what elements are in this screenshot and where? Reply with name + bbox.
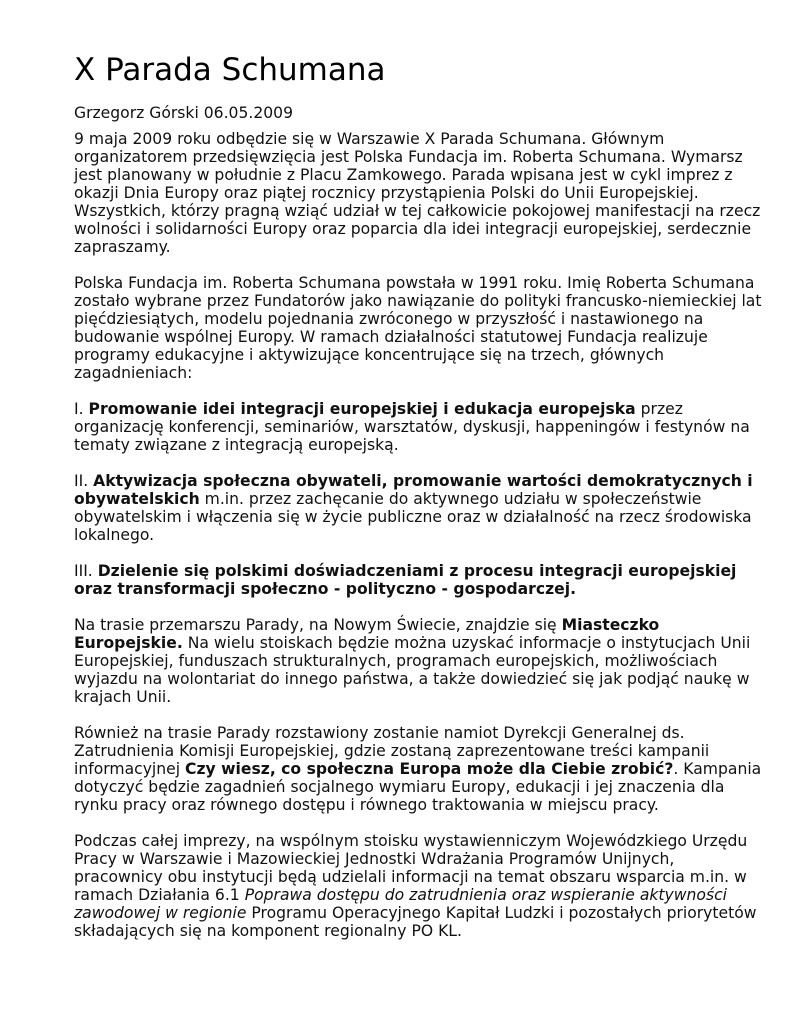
- emphasis: Miasteczko Europejskie.: [74, 616, 660, 652]
- paragraph-foundation: Polska Fundacja im. Roberta Schumana powstała w 1991 roku. Imię Roberta Schumana zostało wybrane przez Fundatorów jako nawiązanie do polityki francusko-niemieckiej lat pięćdziesiątych, modelu pojednania zwróconego w przyszłość i nastawionego na budowanie wspólnej Europy. W ramach działalności statutowej Fundacja realizuje programy edukacyjne i aktywizujące koncentrujące się na trzech, głównych zagadnieniach:: [74, 274, 762, 382]
- article-title: X Parada Schumana: [74, 52, 386, 88]
- article: [74, 50, 764, 958]
- point-number: I.: [74, 400, 89, 418]
- text-span: Również na trasie Parady rozstawiony zostanie namiot Dyrekcji Generalnej ds. Zatrudnienia Komisji Europejskiej, gdzie zostaną zaprezentowane treści kampanii informacyjnej: [74, 724, 710, 778]
- text-span: Podczas całej imprezy, na wspólnym stoisku wystawienniczym Wojewódzkiego Urzędu Pracy w Warszawie i Mazowieckiej Jednostki Wdrażania Programów Unijnych, pracownicy obu instytucji będą udzielali informacji na temat obszaru wsparcia m.in. w ramach Działania 6.1: [74, 832, 748, 904]
- emphasis: Czy wiesz, co społeczna Europa może dla Ciebie zrobić?: [185, 760, 674, 778]
- program-point-2: [74, 472, 764, 544]
- point-text: przez organizację konferencji, seminariów, warsztatów, dyskusji, happeningów i festynów na tematy związane z integracją europejską.: [74, 400, 750, 454]
- point-heading: Promowanie idei integracji europejskiej i edukacja europejska: [88, 400, 636, 418]
- text-span: Programu Operacyjnego Kapitał Ludzki i pozostałych priorytetów składających się na komponent regionalny PO KL.: [74, 904, 757, 940]
- program-point-1: [74, 400, 764, 454]
- text-span: Na trasie przemarszu Parady, na Nowym Świecie, znajdzie się: [74, 616, 562, 634]
- text-span: Na wielu stoiskach będzie można uzyskać informacje o instytucjach Unii Europejskiej, funduszach strukturalnych, programach europejskich, możliwościach wyjazdu na wolontariat do innego państwa, a także dowiedzieć się jak podjąć naukę w krajach Unii.: [74, 634, 751, 706]
- article-byline: Grzegorz Górski 06.05.2009: [74, 104, 294, 122]
- paragraph-intro: 9 maja 2009 roku odbędzie się w Warszawie X Parada Schumana. Głównym organizatorem przedsięwzięcia jest Polska Fundacja im. Roberta Schumana. Wymarsz jest planowany w południe z Placu Zamkowego. Parada wpisana jest w cykl imprez z okazji Dnia Europy oraz piątej rocznicy przystąpienia Polski do Unii Europejskiej. Wszystkich, którzy pragną wziąć udział w tej całkowicie pokojowej manifestacji na rzecz wolności i solidarności Europy oraz poparcia dla idei integracji europejskiej, serdecznie zapraszamy.: [74, 130, 761, 256]
- point-heading: Dzielenie się polskimi doświadczeniami z procesu integracji europejskiej oraz transformacji społeczno - polityczno - gospodarczej.: [74, 562, 737, 598]
- text-span: . Kampania dotyczyć będzie zagadnień socjalnego wymiaru Europy, edukacji i jej znaczenia dla rynku pracy oraz równego dostępu i równego traktowania w miejscu pracy.: [74, 760, 762, 814]
- paragraph-stand: [74, 832, 764, 940]
- emphasis-italic: Poprawa dostępu do zatrudnienia oraz wspieranie aktywności zawodowej w regionie: [74, 886, 727, 922]
- point-number: II.: [74, 472, 94, 490]
- point-text: m.in. przez zachęcanie do aktywnego udziału w społeczeństwie obywatelskim i włączenia się w życie publiczne oraz w działalność na rzecz środowiska lokalnego.: [74, 490, 752, 544]
- point-heading: Aktywizacja społeczna obywateli, promowanie wartości demokratycznych i obywatelskich: [74, 472, 753, 508]
- paragraph-campaign: [74, 724, 764, 814]
- paragraph-european-town: [74, 616, 764, 706]
- point-number: III.: [74, 562, 98, 580]
- program-point-3: [74, 562, 764, 598]
